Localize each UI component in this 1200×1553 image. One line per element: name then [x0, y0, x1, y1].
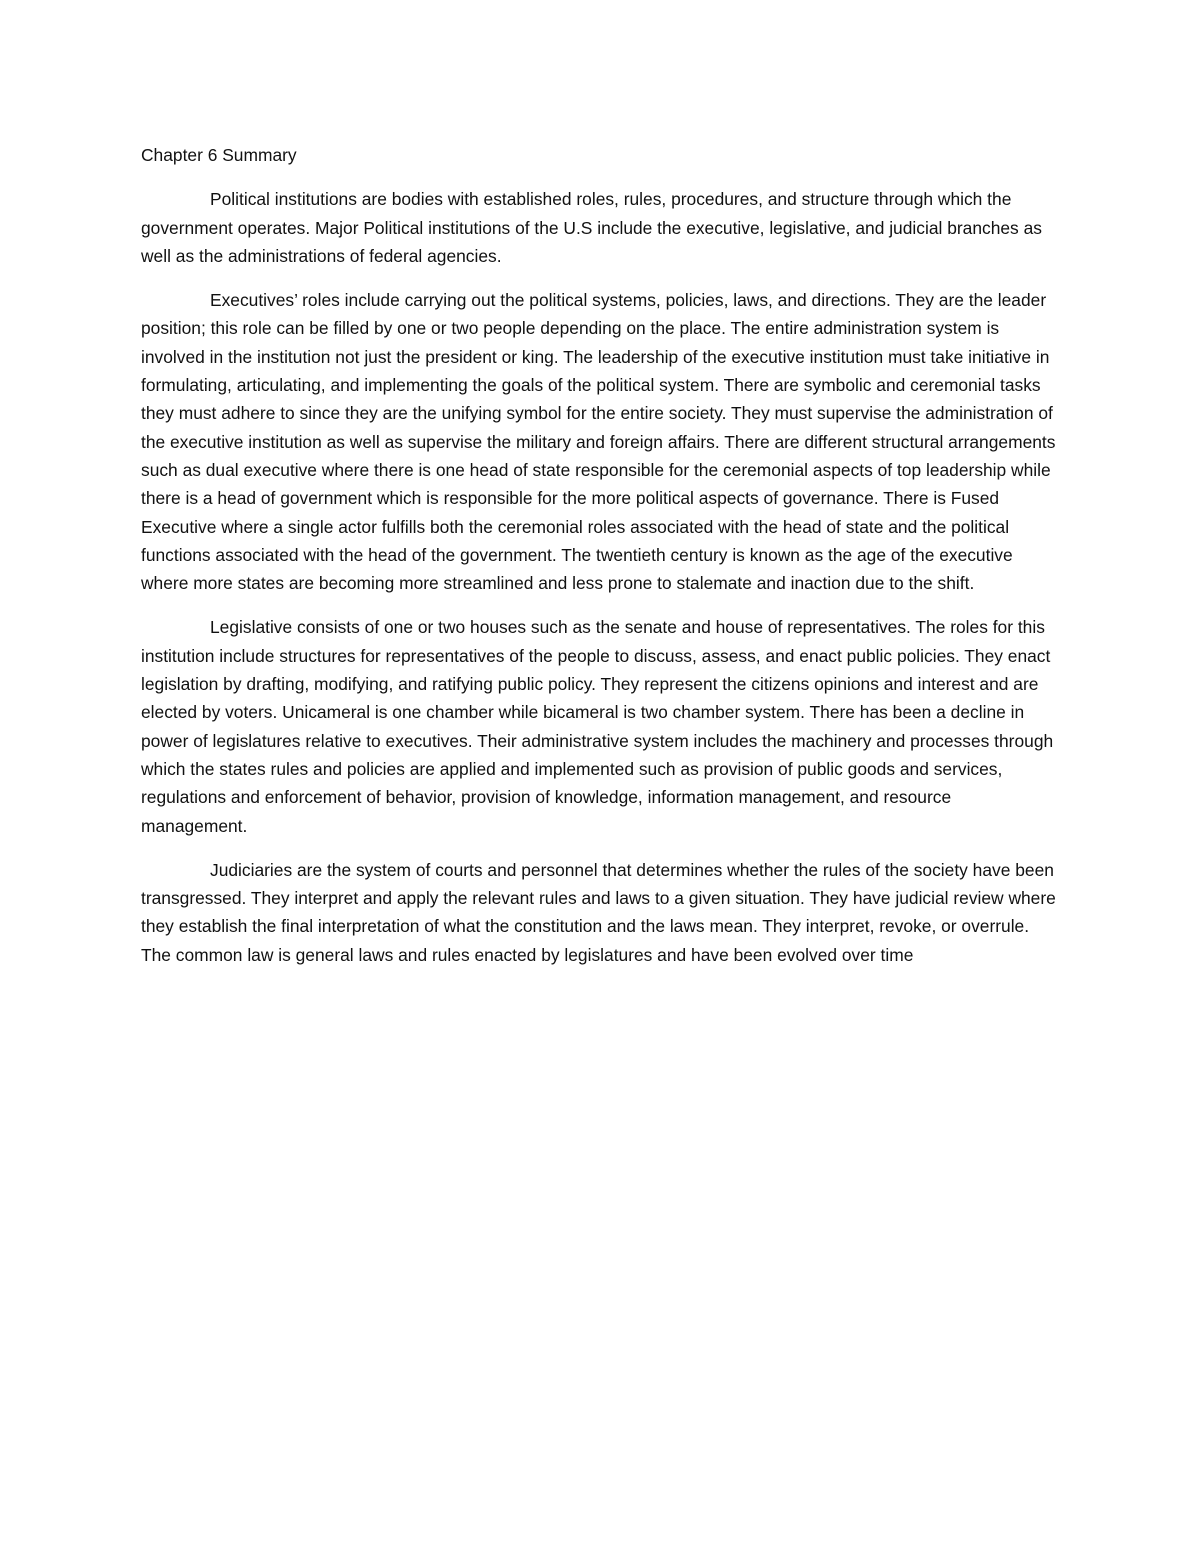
paragraph-executives: Executives’ roles include carrying out the political systems, policies, laws, and directions. They are the leader position; this role can be filled by one or two people depending on the place. The entire administration system is involved in the institution not just the president or king. The leadership of the executive institution must take initiative in formulating, articulating, and implementing the goals of the political system. There are symbolic and ceremonial tasks they must adhere to since they are the unifying symbol for the entire society. They must supervise the administration of the executive institution as well as supervise the military and foreign affairs. There are different structural arrangements such as dual executive where there is one head of state responsible for the ceremonial aspects of top leadership while there is a head of government which is responsible for the more political aspects of governance. There is Fused Executive where a single actor fulfills both the ceremonial roles associated with the head of state and the political functions associated with the head of the government. The twentieth century is known as the age of the executive where more states are becoming more streamlined and less prone to stalemate and inaction due to the shift.: [141, 290, 1056, 594]
paragraph-judiciaries: Judiciaries are the system of courts and personnel that determines whether the rules of the society have been transgressed. They interpret and apply the relevant rules and laws to a given situation. They have judicial review where they establish the final interpretation of what the constitution and the laws mean. They interpret, revoke, or overrule. The common law is general laws and rules enacted by legislatures and have been evolved over time: [141, 859, 1056, 965]
document-title: Chapter 6 Summary: [141, 145, 297, 165]
paragraph-political-institutions: Political institutions are bodies with established roles, rules, procedures, and structure through which the government operates. Major Political institutions of the U.S include the executive, legislative, and judicial branches as well as the administrations of federal agencies.: [141, 189, 1042, 266]
paragraph-legislative: Legislative consists of one or two houses such as the senate and house of representatives. The roles for this institution include structures for representatives of the people to discuss, assess, and enact public policies. They enact legislation by drafting, modifying, and ratifying public policy. They represent the citizens opinions and interest and are elected by voters. Unicameral is one chamber while bicameral is two chamber system. There has been a decline in power of legislatures relative to executives. Their administrative system includes the machinery and processes through which the states rules and policies are applied and implemented such as provision of public goods and services, regulations and enforcement of behavior, provision of knowledge, information management, and resource management.: [141, 617, 1054, 836]
document-body: [141, 141, 1059, 985]
